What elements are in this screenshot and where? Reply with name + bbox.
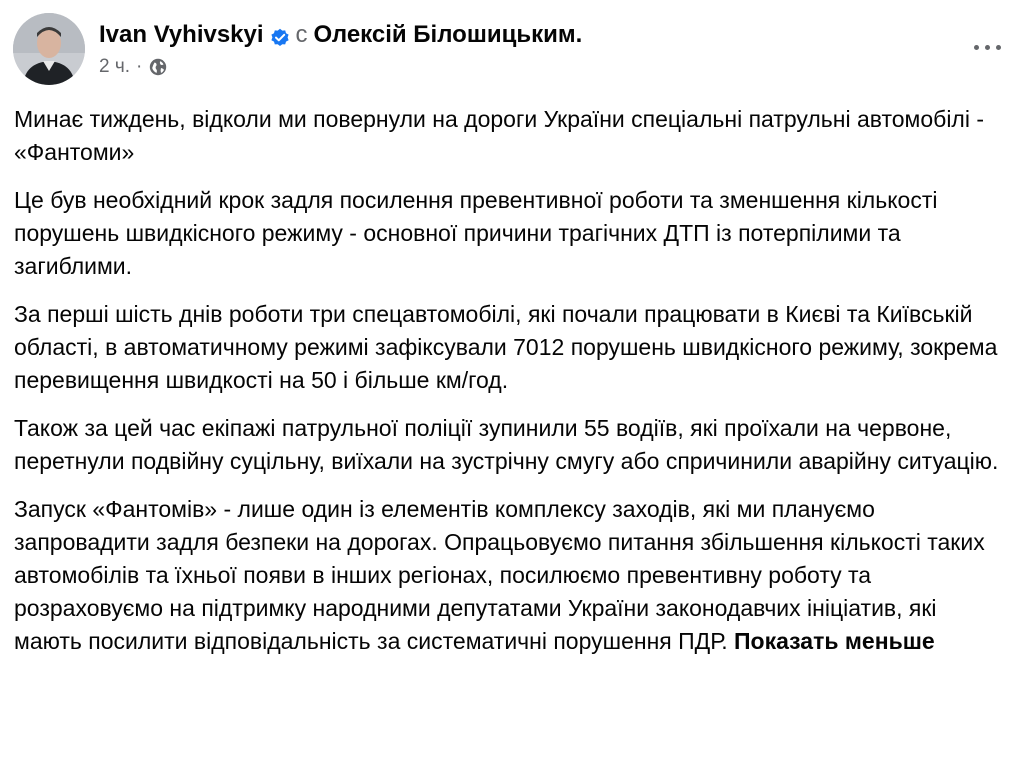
post-paragraph-last xyxy=(14,493,1009,658)
meta-separator: · xyxy=(136,56,143,77)
post-body xyxy=(14,103,1009,673)
post-header xyxy=(13,13,1009,89)
verified-badge-icon xyxy=(270,25,290,45)
with-word: с xyxy=(295,21,308,48)
show-less-button[interactable]: Показать меньше xyxy=(734,628,935,654)
post-timestamp[interactable]: 2 ч. xyxy=(99,56,131,77)
post-paragraph-text: Запуск «Фантомів» - лише один із елементів комплексу заходів, які ми плануємо запровадити задля безпеки на дорогах. Опрацьовуємо питання збільшення кількості таких автомобілів та їхньої появи в інших регіонах, посилюємо превентивну роботу та розраховуємо на підтримку народними депутатами України законодавчих ініціатив, які мають посилити відповідальність за систематичні порушення ПДР. xyxy=(14,496,985,654)
post-paragraph: Минає тиждень, відколи ми повернули на дороги України спеціальні патрульні автомобілі - «Фантоми» xyxy=(14,106,985,165)
coauthor-name-link[interactable]: Олексій Білошицьким xyxy=(313,21,576,48)
globe-icon[interactable] xyxy=(148,57,168,77)
post-meta xyxy=(99,55,949,79)
avatar-photo xyxy=(13,13,85,85)
post-paragraph: Це був необхідний крок задля посилення превентивної роботи та зменшення кількості порушень швидкісного режиму - основної причини трагічних ДТП із потерпілими та загиблими. xyxy=(14,187,938,279)
author-name-link[interactable]: Ivan Vyhivskyi xyxy=(99,21,264,48)
post-paragraph: Також за цей час екіпажі патрульної поліції зупинили 55 водіїв, які проїхали на червоне, перетнули подвійну суцільну, виїхали на зустрічну смугу або спричинили аварійну ситуацію. xyxy=(14,415,999,474)
more-options-icon[interactable] xyxy=(965,33,1009,61)
post-paragraph: За перші шість днів роботи три спецавтомобілі, які почали працювати в Києві та Київській області, в автоматичному режимі зафіксували 7012 порушень швидкісного режиму, зокрема перевищення швидкості на 50 і більше км/год. xyxy=(14,301,998,393)
author-avatar[interactable] xyxy=(13,13,85,85)
author-line xyxy=(99,19,949,51)
header-period: . xyxy=(575,21,583,48)
header-text xyxy=(99,19,949,79)
